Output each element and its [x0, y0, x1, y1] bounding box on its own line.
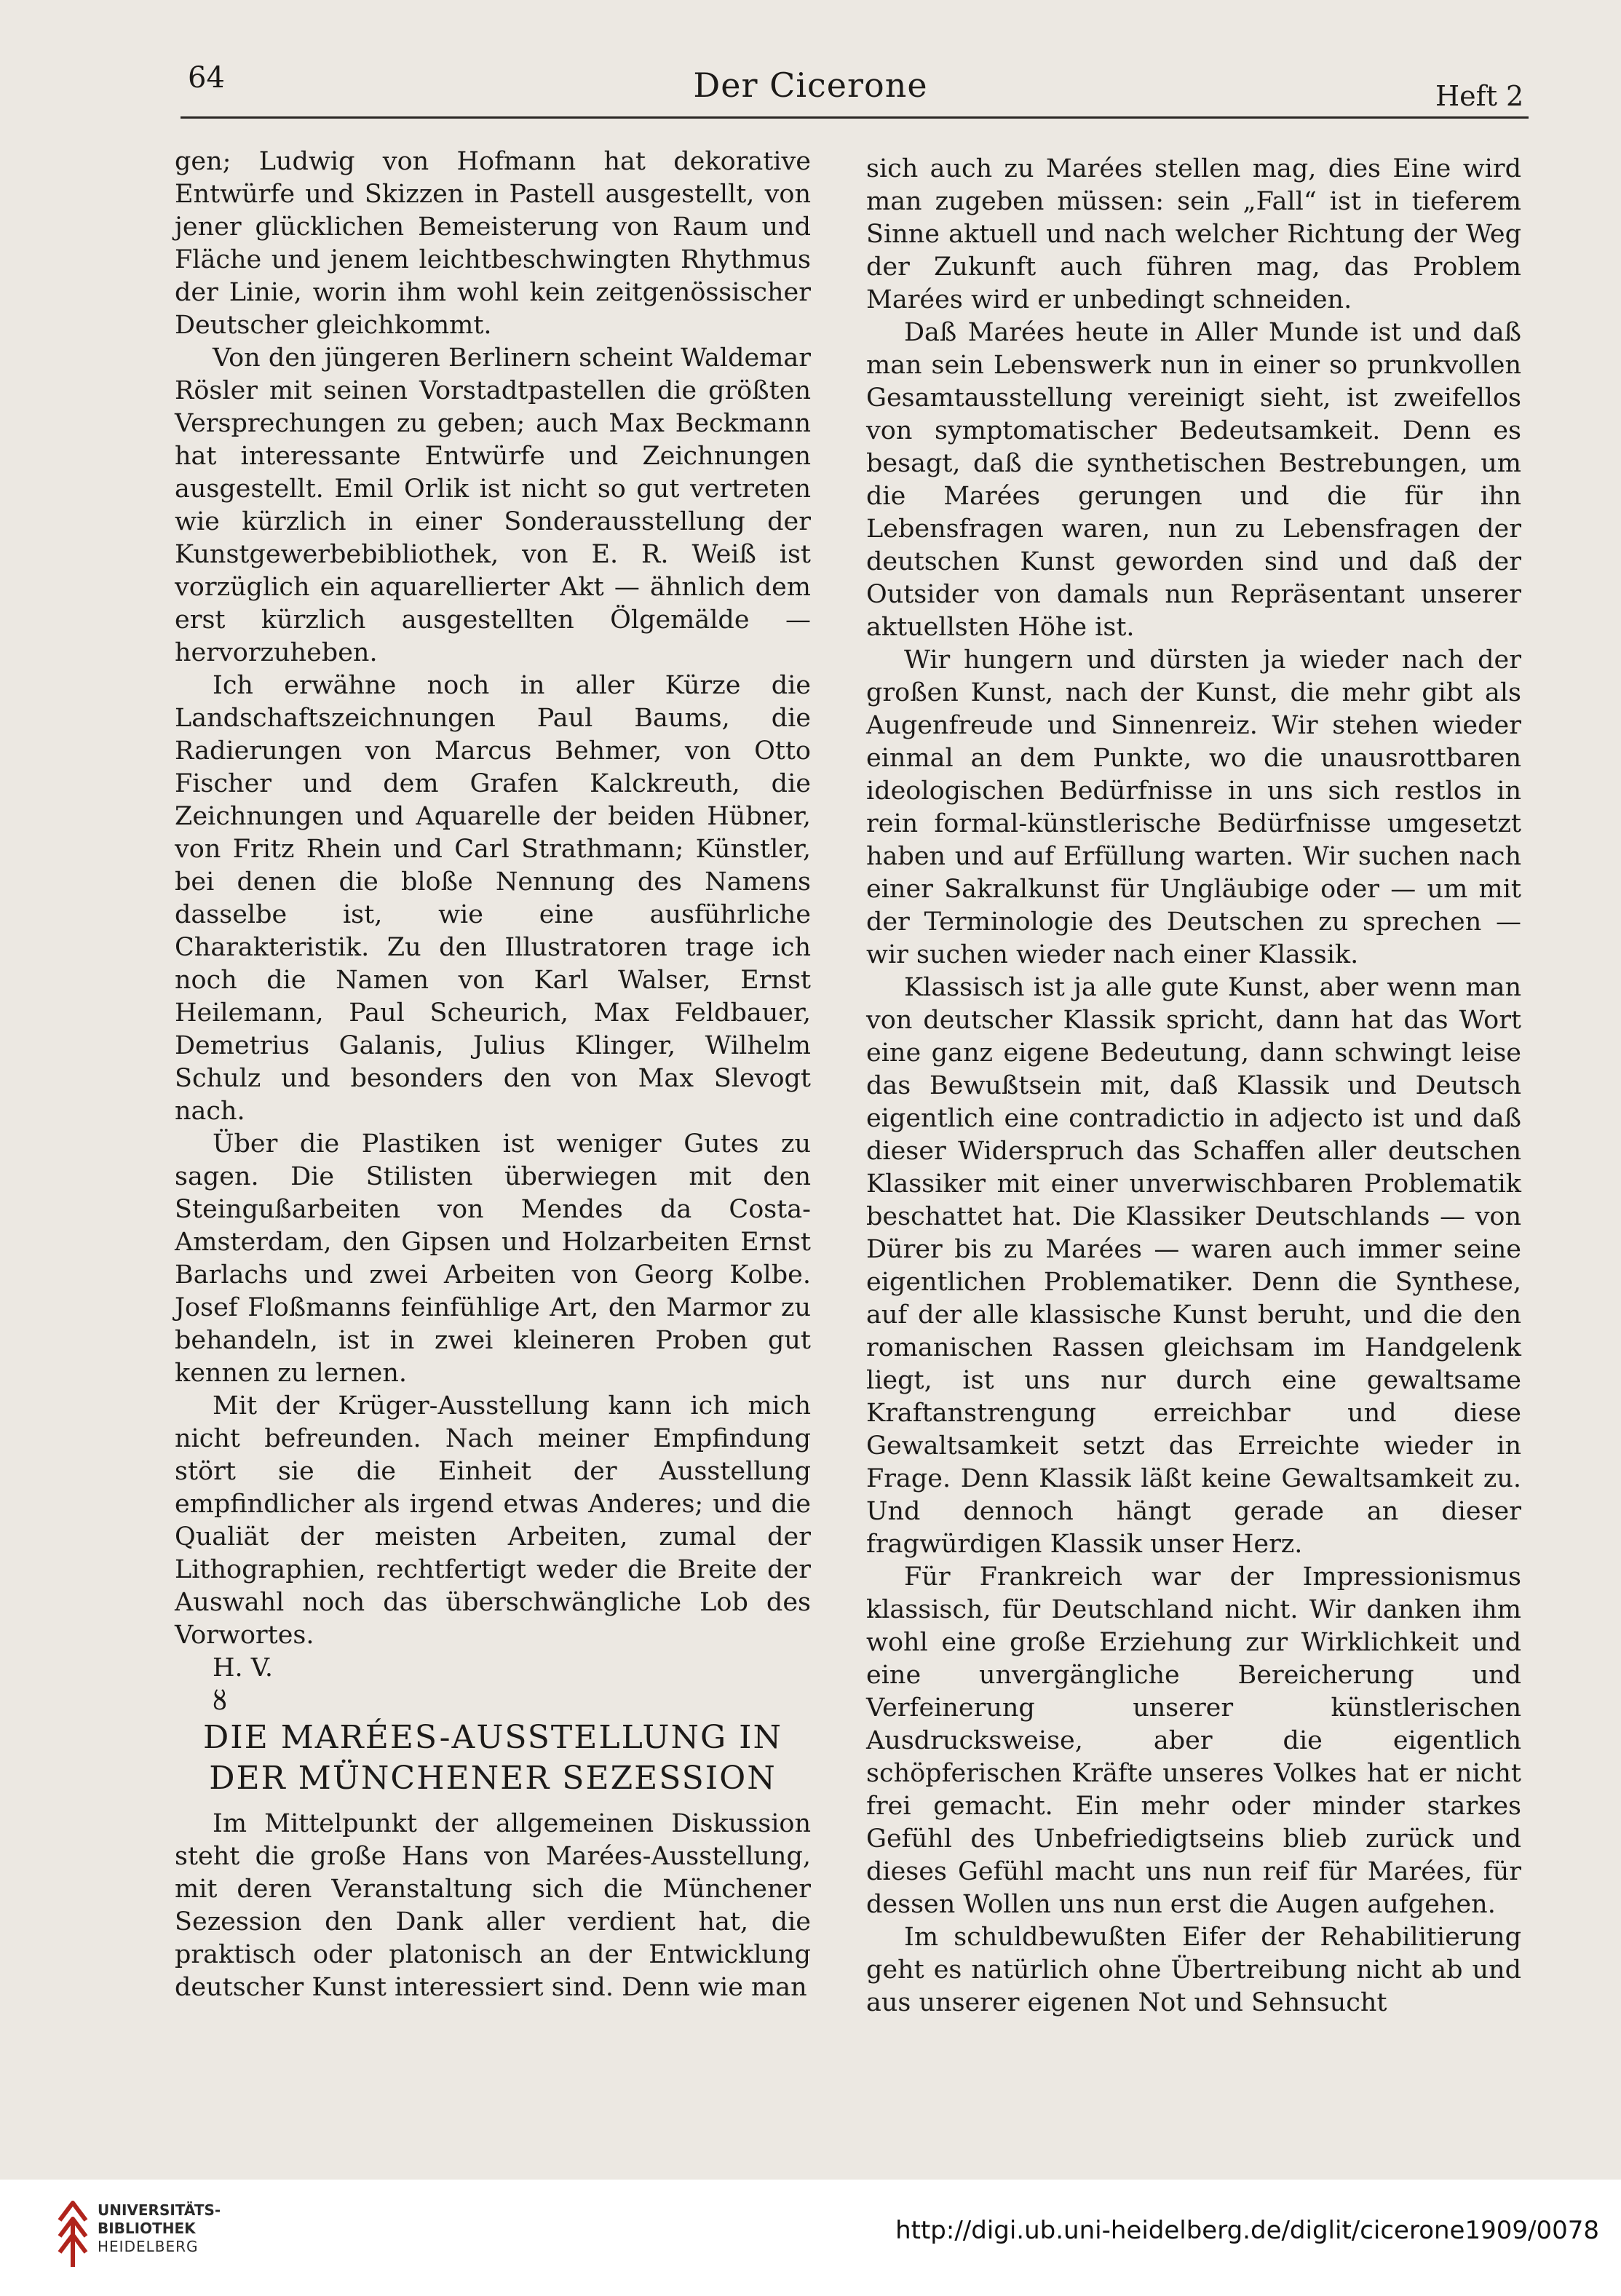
paragraph: gen; Ludwig von Hofmann hat dekorative Entwürfe und Skizzen in Pastell ausgestellt, von jener glücklichen Bemeisterung von Raum und Fläche und jenem leichtbeschwingten Rhythmus der Linie, worin ihm wohl kein zeitgenössischer Deutscher gleichkommt. [175, 147, 811, 340]
logo-line: UNIVERSITÄTS- [98, 2201, 221, 2219]
right-column [866, 153, 1521, 2019]
article-heading [175, 1717, 811, 1799]
source-url[interactable]: http://digi.ub.uni-heidelberg.de/diglit/cicerone1909/0078 [895, 2216, 1599, 2245]
paragraph: Im schuldbewußten Eifer der Rehabilitierung geht es natürlich ohne Übertreibung nicht ab und aus unserer eigenen Not und Sehnsucht [866, 1923, 1521, 2017]
signature: H. V. [213, 1653, 274, 1683]
paragraph: Wir hungern und dürsten ja wieder nach der großen Kunst, nach der Kunst, die mehr gibt als Augenfreude und Sinnenreiz. Wir stehen wieder einmal an dem Punkte, wo die unausrottbaren ideologischen Bedürfnisse in uns sich restlos in rein formal-künstlerische Bedürfnisse umgesetzt haben und auf Erfüllung warten. Wir suchen nach einer Sakralkunst für Ungläubige oder — um mit der Terminologie des Deutschen zu sprechen — wir suchen wieder nach einer Klassik. [866, 645, 1521, 969]
library-logo-icon [57, 2196, 89, 2270]
article-heading-line2: DER MÜNCHENER SEZESSION [209, 1760, 777, 1797]
footer-bar [0, 2180, 1621, 2296]
logo-line: BIBLIOTHEK [98, 2220, 196, 2237]
paragraph: Für Frankreich war der Impressionismus klassisch, für Deutschland nicht. Wir danken ihm wohl eine große Erziehung zur Wirklichkeit und eine unvergängliche Bereicherung und Verfeinerung unserer künstlerischen Ausdrucksweise, aber die eigentlich schöpferischen Kräfte unseres Volkes hat er nicht frei gemacht. Ein mehr oder minder starkes Gefühl des Unbefriedigtseins blieb zurück und dieses Gefühl macht uns nun reif für Marées, für dessen Wollen uns nun erst die Augen aufgehen. [866, 1562, 1521, 1919]
section-ornament: ȣ [213, 1686, 227, 1716]
page-number: 64 [188, 61, 225, 95]
left-column [175, 146, 811, 2004]
article-heading-line1: DIE MARÉES-AUSSTELLUNG IN [202, 1719, 783, 1756]
header-rule [181, 116, 1529, 119]
paragraph: Über die Plastiken ist weniger Gutes zu sagen. Die Stilisten überwiegen mit den Steingußarbeiten von Mendes da Costa-Amsterdam, den Gipsen und Holzarbeiten Ernst Barlachs und zwei Arbeiten von Georg Kolbe. Josef Floßmanns feinfühlige Art, den Marmor zu behandeln, ist in zwei kleineren Proben gut kennen zu lernen. [175, 1129, 811, 1388]
paragraph: Daß Marées heute in Aller Munde ist und daß man sein Lebenswerk nun in einer so prunkvollen Gesamtausstellung vereinigt sieht, ist zweifellos von symptomatischer Bedeutsamkeit. Denn es besagt, daß die synthetischen Bestrebungen, um die Marées gerungen und die für ihn Lebensfragen waren, nun zu Lebensfragen der deutschen Kunst geworden sind und daß der Outsider von damals nun Repräsentant unserer aktuellsten Höhe ist. [866, 318, 1521, 642]
issue-label: Heft 2 [1435, 80, 1524, 112]
library-logo-mark [60, 2203, 86, 2267]
paragraph: Von den jüngeren Berlinern scheint Waldemar Rösler mit seinen Vorstadtpastellen die größten Versprechungen zu geben; auch Max Beckmann hat interessante Entwürfe und Zeichnungen ausgestellt. Emil Orlik ist nicht so gut vertreten wie kürzlich in einer Sonderausstellung der Kunstgewerbebibliothek, von E. R. Weiß ist vorzüglich ein aquarellierter Akt — ähnlich dem erst kürzlich ausgestellten Ölgemälde — hervorzuheben. [175, 343, 811, 667]
journal-title: Der Cicerone [693, 65, 928, 105]
library-logo-text [98, 2201, 221, 2256]
paragraph: Ich erwähne noch in aller Kürze die Landschaftszeichnungen Paul Baums, die Radierungen von Marcus Behmer, von Otto Fischer und dem Grafen Kalckreuth, die Zeichnungen und Aquarelle der beiden Hübner, von Fritz Rhein und Carl Strathmann; Künstler, bei denen die bloße Nennung des Namens dasselbe ist, wie eine ausführliche Charakteristik. Zu den Illustratoren trage ich noch die Namen von Karl Walser, Ernst Heilemann, Paul Scheurich, Max Feldbauer, Demetrius Galanis, Julius Klinger, Wilhelm Schulz und besonders den von Max Slevogt nach. [175, 671, 811, 1126]
paragraph: sich auch zu Marées stellen mag, dies Eine wird man zugeben müssen: sein „Fall“ ist in tieferem Sinne aktuell und nach welcher Richtung der Weg der Zukunft auch führen mag, das Problem Marées wird er unbedingt schneiden. [866, 154, 1521, 314]
paragraph: Mit der Krüger-Ausstellung kann ich mich nicht befreunden. Nach meiner Empfindung stört sie die Einheit der Ausstellung empfindlicher als irgend etwas Anderes; und die Qualiät der meisten Arbeiten, zumal der Lithographien, rechtfertigt weder die Breite der Auswahl noch das überschwängliche Lob des Vorwortes. [175, 1391, 811, 1650]
logo-line: HEIDELBERG [98, 2238, 199, 2255]
paragraph: Klassisch ist ja alle gute Kunst, aber wenn man von deutscher Klassik spricht, dann hat das Wort eine ganz eigene Bedeutung, dann schwingt leise das Bewußtsein mit, daß Klassik und Deutsch eigentlich eine contradictio in adjecto ist und daß dieser Widerspruch das Schaffen aller deutschen Klassiker mit einer unverwischbaren Problematik beschattet hat. Die Klassiker Deutschlands — von Dürer bis zu Marées — waren auch immer seine eigentlichen Problematiker. Denn die Synthese, auf der alle klassische Kunst beruht, und die den romanischen Rassen gleichsam im Handgelenk liegt, ist uns nur durch eine gewaltsame Kraftanstrengung erreichbar und diese Gewaltsamkeit setzt das Erreichte wieder in Frage. Denn Klassik läßt keine Gewaltsamkeit zu. Und dennoch hängt gerade an dieser fragwürdigen Klassik unser Herz. [866, 973, 1521, 1559]
paragraph: Im Mittelpunkt der allgemeinen Diskussion steht die große Hans von Marées-Ausstellung, mit deren Veranstaltung sich die Münchener Sezession den Dank aller verdient hat, die praktisch oder platonisch an der Entwicklung deutscher Kunst interessiert sind. Denn wie man [175, 1809, 811, 2002]
